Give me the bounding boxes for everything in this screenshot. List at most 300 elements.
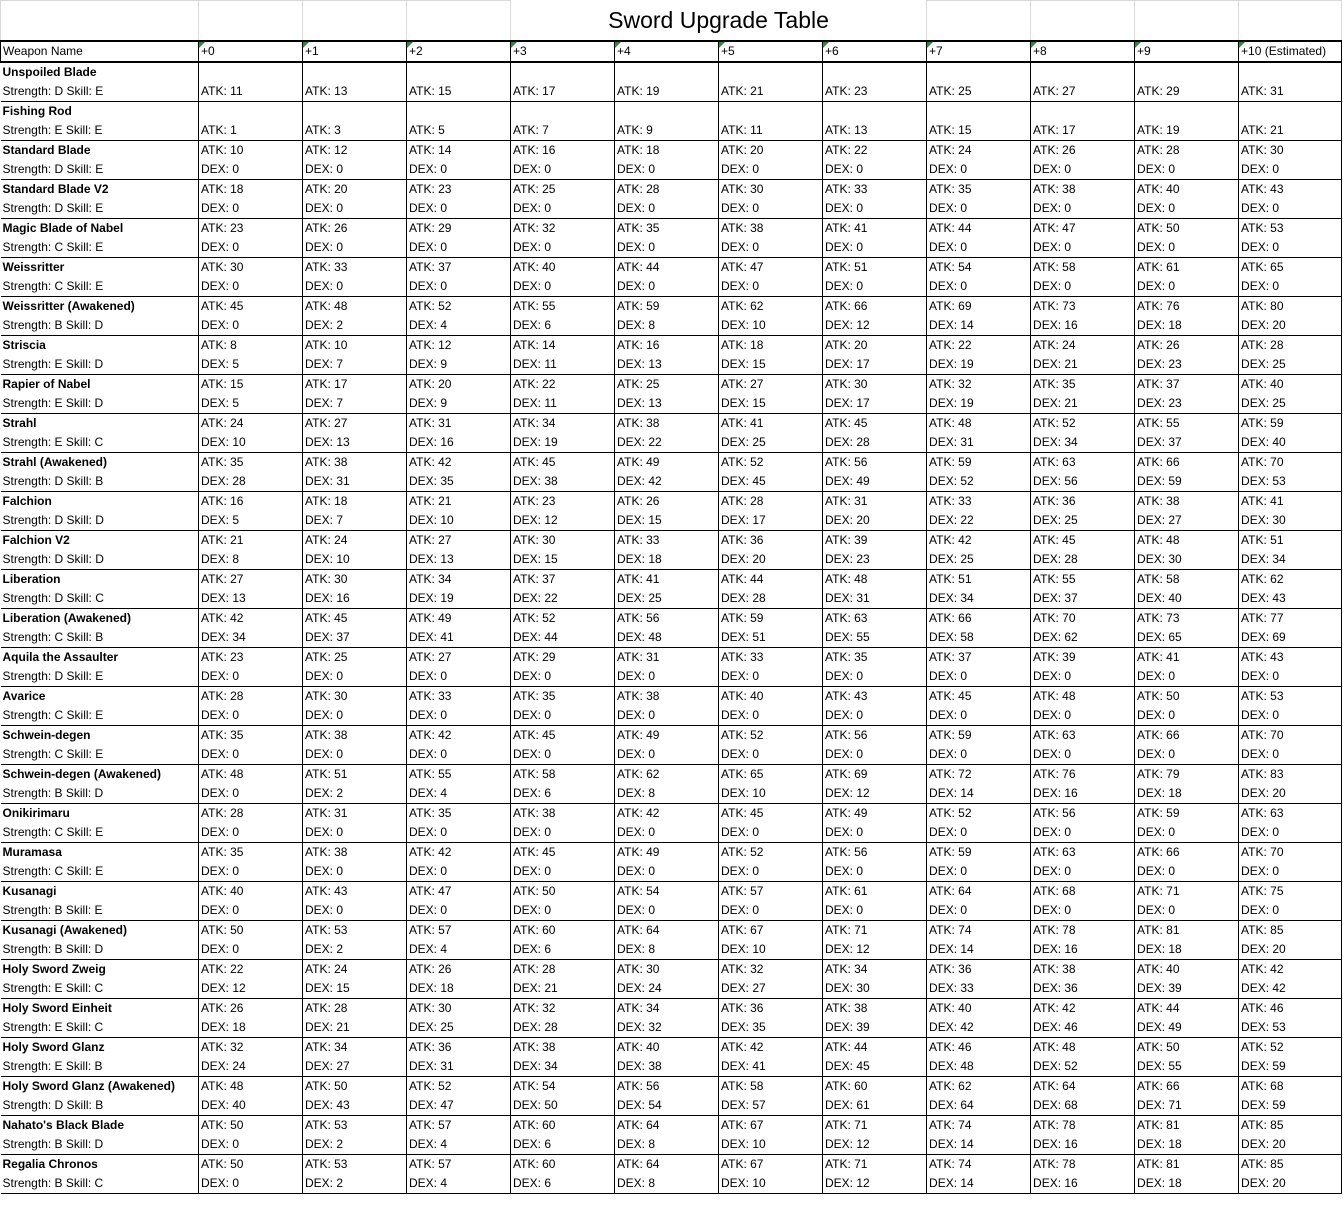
empty-cell[interactable] xyxy=(719,62,823,82)
atk-cell[interactable]: ATK: 48 xyxy=(823,569,927,589)
dex-cell[interactable]: DEX: 28 xyxy=(199,472,303,492)
dex-cell[interactable]: DEX: 0 xyxy=(1239,901,1342,921)
dex-cell[interactable]: DEX: 37 xyxy=(1135,433,1239,453)
dex-cell[interactable]: DEX: 0 xyxy=(1031,238,1135,258)
dex-cell[interactable]: DEX: 10 xyxy=(719,940,823,960)
atk-cell[interactable]: ATK: 27 xyxy=(407,647,511,667)
dex-cell[interactable]: DEX: 14 xyxy=(927,940,1031,960)
dex-cell[interactable]: DEX: 21 xyxy=(511,979,615,999)
dex-cell[interactable]: DEX: 0 xyxy=(407,667,511,687)
weapon-name-cell[interactable]: Aquila the Assaulter xyxy=(1,647,199,667)
atk-cell[interactable]: ATK: 14 xyxy=(407,140,511,160)
dex-cell[interactable]: DEX: 0 xyxy=(615,862,719,882)
dex-cell[interactable]: DEX: 12 xyxy=(823,316,927,336)
atk-cell[interactable]: ATK: 78 xyxy=(1031,1115,1135,1135)
weapon-requirement-cell[interactable]: Strength: E Skill: C xyxy=(1,1018,199,1038)
atk-cell[interactable]: ATK: 26 xyxy=(1031,140,1135,160)
weapon-name-cell[interactable]: Schwein-degen (Awakened) xyxy=(1,764,199,784)
atk-cell[interactable]: ATK: 66 xyxy=(1135,842,1239,862)
atk-cell[interactable]: ATK: 37 xyxy=(511,569,615,589)
weapon-name-cell[interactable]: Strahl (Awakened) xyxy=(1,452,199,472)
weapon-requirement-cell[interactable]: Strength: B Skill: D xyxy=(1,316,199,336)
atk-cell[interactable]: ATK: 24 xyxy=(927,140,1031,160)
dex-cell[interactable]: DEX: 22 xyxy=(927,511,1031,531)
atk-cell[interactable]: ATK: 35 xyxy=(407,803,511,823)
weapon-requirement-cell[interactable]: Strength: E Skill: D xyxy=(1,394,199,414)
atk-cell[interactable]: ATK: 8 xyxy=(199,335,303,355)
dex-cell[interactable]: DEX: 5 xyxy=(199,511,303,531)
dex-cell[interactable]: DEX: 10 xyxy=(719,1135,823,1155)
atk-cell[interactable]: ATK: 52 xyxy=(407,296,511,316)
dex-cell[interactable]: DEX: 0 xyxy=(1135,199,1239,219)
atk-cell[interactable]: ATK: 50 xyxy=(1135,686,1239,706)
dex-cell[interactable]: DEX: 0 xyxy=(407,199,511,219)
dex-cell[interactable]: DEX: 0 xyxy=(511,160,615,180)
atk-cell[interactable]: ATK: 56 xyxy=(1031,803,1135,823)
atk-cell[interactable]: ATK: 30 xyxy=(303,569,407,589)
atk-cell[interactable]: ATK: 42 xyxy=(407,725,511,745)
atk-cell[interactable]: ATK: 42 xyxy=(199,608,303,628)
dex-cell[interactable]: DEX: 37 xyxy=(1031,589,1135,609)
dex-cell[interactable]: DEX: 0 xyxy=(1135,823,1239,843)
dex-cell[interactable]: DEX: 24 xyxy=(615,979,719,999)
atk-cell[interactable]: ATK: 12 xyxy=(303,140,407,160)
empty-cell[interactable] xyxy=(823,62,927,82)
weapon-requirement-cell[interactable]: Strength: E Skill: C xyxy=(1,433,199,453)
dex-cell[interactable]: DEX: 0 xyxy=(927,277,1031,297)
atk-cell[interactable]: ATK: 26 xyxy=(1135,335,1239,355)
dex-cell[interactable]: DEX: 0 xyxy=(511,745,615,765)
atk-cell[interactable]: ATK: 81 xyxy=(1135,1154,1239,1174)
atk-cell[interactable]: ATK: 37 xyxy=(407,257,511,277)
atk-cell[interactable]: ATK: 74 xyxy=(927,920,1031,940)
atk-cell[interactable]: ATK: 49 xyxy=(615,842,719,862)
dex-cell[interactable]: DEX: 39 xyxy=(823,1018,927,1038)
dex-cell[interactable]: DEX: 16 xyxy=(407,433,511,453)
dex-cell[interactable]: DEX: 62 xyxy=(1031,628,1135,648)
atk-cell[interactable]: ATK: 20 xyxy=(407,374,511,394)
atk-cell[interactable]: ATK: 67 xyxy=(719,1154,823,1174)
atk-cell[interactable]: ATK: 62 xyxy=(1239,569,1342,589)
dex-cell[interactable]: DEX: 44 xyxy=(511,628,615,648)
dex-cell[interactable]: DEX: 15 xyxy=(719,355,823,375)
atk-cell[interactable]: ATK: 85 xyxy=(1239,920,1342,940)
dex-cell[interactable]: DEX: 18 xyxy=(407,979,511,999)
header-level-7[interactable]: +7 xyxy=(927,41,1031,62)
atk-cell[interactable]: ATK: 17 xyxy=(1031,121,1135,141)
dex-cell[interactable]: DEX: 28 xyxy=(719,589,823,609)
atk-cell[interactable]: ATK: 27 xyxy=(719,374,823,394)
dex-cell[interactable]: DEX: 13 xyxy=(615,394,719,414)
atk-cell[interactable]: ATK: 71 xyxy=(823,1115,927,1135)
dex-cell[interactable]: DEX: 0 xyxy=(303,862,407,882)
dex-cell[interactable]: DEX: 0 xyxy=(511,862,615,882)
table-title[interactable]: Sword Upgrade Table xyxy=(608,6,829,33)
dex-cell[interactable]: DEX: 0 xyxy=(1135,238,1239,258)
dex-cell[interactable]: DEX: 40 xyxy=(1239,433,1342,453)
atk-cell[interactable]: ATK: 41 xyxy=(615,569,719,589)
atk-cell[interactable]: ATK: 24 xyxy=(303,959,407,979)
dex-cell[interactable]: DEX: 14 xyxy=(927,1135,1031,1155)
dex-cell[interactable]: DEX: 0 xyxy=(927,667,1031,687)
atk-cell[interactable]: ATK: 57 xyxy=(407,1115,511,1135)
dex-cell[interactable]: DEX: 48 xyxy=(927,1057,1031,1077)
dex-cell[interactable]: DEX: 21 xyxy=(1031,355,1135,375)
dex-cell[interactable]: DEX: 35 xyxy=(407,472,511,492)
atk-cell[interactable]: ATK: 45 xyxy=(199,296,303,316)
atk-cell[interactable]: ATK: 18 xyxy=(303,491,407,511)
empty-cell[interactable] xyxy=(1031,62,1135,82)
atk-cell[interactable]: ATK: 42 xyxy=(1239,959,1342,979)
atk-cell[interactable]: ATK: 41 xyxy=(1239,491,1342,511)
empty-cell[interactable] xyxy=(1239,101,1342,121)
atk-cell[interactable]: ATK: 36 xyxy=(407,1037,511,1057)
atk-cell[interactable]: ATK: 36 xyxy=(927,959,1031,979)
empty-cell[interactable] xyxy=(1239,62,1342,82)
atk-cell[interactable]: ATK: 44 xyxy=(927,218,1031,238)
dex-cell[interactable]: DEX: 6 xyxy=(511,940,615,960)
weapon-name-cell[interactable]: Regalia Chronos xyxy=(1,1154,199,1174)
weapon-name-cell[interactable]: Fishing Rod xyxy=(1,101,199,121)
atk-cell[interactable]: ATK: 40 xyxy=(615,1037,719,1057)
dex-cell[interactable]: DEX: 0 xyxy=(199,667,303,687)
weapon-requirement-cell[interactable]: Strength: E Skill: B xyxy=(1,1057,199,1077)
weapon-name-cell[interactable]: Kusanagi xyxy=(1,881,199,901)
dex-cell[interactable]: DEX: 0 xyxy=(1031,745,1135,765)
atk-cell[interactable]: ATK: 50 xyxy=(511,881,615,901)
dex-cell[interactable]: DEX: 0 xyxy=(1239,862,1342,882)
dex-cell[interactable]: DEX: 0 xyxy=(719,823,823,843)
atk-cell[interactable]: ATK: 45 xyxy=(511,842,615,862)
atk-cell[interactable]: ATK: 62 xyxy=(615,764,719,784)
atk-cell[interactable]: ATK: 22 xyxy=(199,959,303,979)
dex-cell[interactable]: DEX: 0 xyxy=(823,745,927,765)
atk-cell[interactable]: ATK: 60 xyxy=(511,1115,615,1135)
atk-cell[interactable]: ATK: 30 xyxy=(511,530,615,550)
atk-cell[interactable]: ATK: 19 xyxy=(1135,121,1239,141)
atk-cell[interactable]: ATK: 32 xyxy=(511,998,615,1018)
atk-cell[interactable]: ATK: 50 xyxy=(199,1115,303,1135)
atk-cell[interactable]: ATK: 24 xyxy=(1031,335,1135,355)
atk-cell[interactable]: ATK: 23 xyxy=(823,82,927,102)
atk-cell[interactable]: ATK: 44 xyxy=(823,1037,927,1057)
dex-cell[interactable]: DEX: 0 xyxy=(1135,862,1239,882)
dex-cell[interactable]: DEX: 0 xyxy=(407,862,511,882)
atk-cell[interactable]: ATK: 33 xyxy=(615,530,719,550)
weapon-name-cell[interactable]: Falchion xyxy=(1,491,199,511)
dex-cell[interactable]: DEX: 7 xyxy=(303,511,407,531)
title-spacer-cell[interactable] xyxy=(407,1,511,41)
atk-cell[interactable]: ATK: 59 xyxy=(927,725,1031,745)
header-level-9[interactable]: +9 xyxy=(1135,41,1239,62)
atk-cell[interactable]: ATK: 35 xyxy=(823,647,927,667)
dex-cell[interactable]: DEX: 18 xyxy=(1135,1135,1239,1155)
dex-cell[interactable]: DEX: 52 xyxy=(927,472,1031,492)
atk-cell[interactable]: ATK: 42 xyxy=(615,803,719,823)
atk-cell[interactable]: ATK: 29 xyxy=(511,647,615,667)
atk-cell[interactable]: ATK: 51 xyxy=(303,764,407,784)
atk-cell[interactable]: ATK: 7 xyxy=(511,121,615,141)
atk-cell[interactable]: ATK: 48 xyxy=(1031,1037,1135,1057)
atk-cell[interactable]: ATK: 60 xyxy=(823,1076,927,1096)
dex-cell[interactable]: DEX: 55 xyxy=(823,628,927,648)
atk-cell[interactable]: ATK: 50 xyxy=(303,1076,407,1096)
weapon-requirement-cell[interactable]: Strength: C Skill: E xyxy=(1,238,199,258)
atk-cell[interactable]: ATK: 52 xyxy=(1239,1037,1342,1057)
atk-cell[interactable]: ATK: 59 xyxy=(719,608,823,628)
atk-cell[interactable]: ATK: 68 xyxy=(1239,1076,1342,1096)
atk-cell[interactable]: ATK: 31 xyxy=(615,647,719,667)
dex-cell[interactable]: DEX: 0 xyxy=(1135,160,1239,180)
dex-cell[interactable]: DEX: 55 xyxy=(1135,1057,1239,1077)
dex-cell[interactable]: DEX: 65 xyxy=(1135,628,1239,648)
dex-cell[interactable]: DEX: 0 xyxy=(1239,667,1342,687)
dex-cell[interactable]: DEX: 0 xyxy=(719,901,823,921)
dex-cell[interactable]: DEX: 34 xyxy=(1031,433,1135,453)
dex-cell[interactable]: DEX: 2 xyxy=(303,316,407,336)
atk-cell[interactable]: ATK: 67 xyxy=(719,920,823,940)
dex-cell[interactable]: DEX: 12 xyxy=(823,1135,927,1155)
dex-cell[interactable]: DEX: 20 xyxy=(719,550,823,570)
dex-cell[interactable]: DEX: 0 xyxy=(823,823,927,843)
atk-cell[interactable]: ATK: 23 xyxy=(199,218,303,238)
dex-cell[interactable]: DEX: 59 xyxy=(1239,1096,1342,1116)
dex-cell[interactable]: DEX: 0 xyxy=(407,823,511,843)
dex-cell[interactable]: DEX: 27 xyxy=(303,1057,407,1077)
atk-cell[interactable]: ATK: 18 xyxy=(719,335,823,355)
dex-cell[interactable]: DEX: 14 xyxy=(927,316,1031,336)
atk-cell[interactable]: ATK: 50 xyxy=(199,1154,303,1174)
dex-cell[interactable]: DEX: 64 xyxy=(927,1096,1031,1116)
atk-cell[interactable]: ATK: 38 xyxy=(303,842,407,862)
atk-cell[interactable]: ATK: 23 xyxy=(199,647,303,667)
dex-cell[interactable]: DEX: 0 xyxy=(511,199,615,219)
atk-cell[interactable]: ATK: 19 xyxy=(615,82,719,102)
dex-cell[interactable]: DEX: 14 xyxy=(927,1174,1031,1194)
dex-cell[interactable]: DEX: 33 xyxy=(927,979,1031,999)
dex-cell[interactable]: DEX: 0 xyxy=(615,667,719,687)
dex-cell[interactable]: DEX: 0 xyxy=(199,745,303,765)
dex-cell[interactable]: DEX: 0 xyxy=(927,862,1031,882)
atk-cell[interactable]: ATK: 37 xyxy=(927,647,1031,667)
atk-cell[interactable]: ATK: 21 xyxy=(1239,121,1342,141)
dex-cell[interactable]: DEX: 0 xyxy=(719,706,823,726)
atk-cell[interactable]: ATK: 30 xyxy=(303,686,407,706)
dex-cell[interactable]: DEX: 2 xyxy=(303,1135,407,1155)
atk-cell[interactable]: ATK: 26 xyxy=(199,998,303,1018)
atk-cell[interactable]: ATK: 39 xyxy=(1031,647,1135,667)
atk-cell[interactable]: ATK: 38 xyxy=(511,1037,615,1057)
dex-cell[interactable]: DEX: 5 xyxy=(199,355,303,375)
atk-cell[interactable]: ATK: 15 xyxy=(407,82,511,102)
empty-cell[interactable] xyxy=(615,62,719,82)
empty-cell[interactable] xyxy=(511,101,615,121)
atk-cell[interactable]: ATK: 63 xyxy=(1031,725,1135,745)
empty-cell[interactable] xyxy=(823,101,927,121)
dex-cell[interactable]: DEX: 42 xyxy=(615,472,719,492)
dex-cell[interactable]: DEX: 8 xyxy=(615,940,719,960)
atk-cell[interactable]: ATK: 15 xyxy=(199,374,303,394)
atk-cell[interactable]: ATK: 35 xyxy=(511,686,615,706)
atk-cell[interactable]: ATK: 38 xyxy=(719,218,823,238)
atk-cell[interactable]: ATK: 32 xyxy=(927,374,1031,394)
dex-cell[interactable]: DEX: 0 xyxy=(511,667,615,687)
dex-cell[interactable]: DEX: 0 xyxy=(407,160,511,180)
dex-cell[interactable]: DEX: 23 xyxy=(1135,394,1239,414)
dex-cell[interactable]: DEX: 43 xyxy=(303,1096,407,1116)
dex-cell[interactable]: DEX: 0 xyxy=(719,745,823,765)
empty-cell[interactable] xyxy=(407,62,511,82)
dex-cell[interactable]: DEX: 54 xyxy=(615,1096,719,1116)
header-level-0[interactable]: +0 xyxy=(199,41,303,62)
atk-cell[interactable]: ATK: 40 xyxy=(511,257,615,277)
atk-cell[interactable]: ATK: 44 xyxy=(719,569,823,589)
dex-cell[interactable]: DEX: 0 xyxy=(927,823,1031,843)
atk-cell[interactable]: ATK: 41 xyxy=(823,218,927,238)
atk-cell[interactable]: ATK: 72 xyxy=(927,764,1031,784)
atk-cell[interactable]: ATK: 38 xyxy=(303,452,407,472)
dex-cell[interactable]: DEX: 0 xyxy=(303,901,407,921)
dex-cell[interactable]: DEX: 0 xyxy=(407,277,511,297)
atk-cell[interactable]: ATK: 36 xyxy=(719,530,823,550)
weapon-requirement-cell[interactable]: Strength: D Skill: E xyxy=(1,160,199,180)
dex-cell[interactable]: DEX: 43 xyxy=(1239,589,1342,609)
weapon-requirement-cell[interactable]: Strength: C Skill: E xyxy=(1,862,199,882)
dex-cell[interactable]: DEX: 27 xyxy=(1135,511,1239,531)
atk-cell[interactable]: ATK: 9 xyxy=(615,121,719,141)
weapon-name-cell[interactable]: Liberation xyxy=(1,569,199,589)
atk-cell[interactable]: ATK: 34 xyxy=(511,413,615,433)
atk-cell[interactable]: ATK: 27 xyxy=(407,530,511,550)
dex-cell[interactable]: DEX: 56 xyxy=(1031,472,1135,492)
weapon-name-cell[interactable]: Standard Blade xyxy=(1,140,199,160)
atk-cell[interactable]: ATK: 74 xyxy=(927,1154,1031,1174)
atk-cell[interactable]: ATK: 26 xyxy=(407,959,511,979)
weapon-requirement-cell[interactable]: Strength: C Skill: E xyxy=(1,823,199,843)
dex-cell[interactable]: DEX: 23 xyxy=(823,550,927,570)
dex-cell[interactable]: DEX: 18 xyxy=(199,1018,303,1038)
title-spacer-cell[interactable] xyxy=(303,1,407,41)
atk-cell[interactable]: ATK: 21 xyxy=(407,491,511,511)
atk-cell[interactable]: ATK: 35 xyxy=(615,218,719,238)
atk-cell[interactable]: ATK: 28 xyxy=(1135,140,1239,160)
weapon-requirement-cell[interactable]: Strength: B Skill: D xyxy=(1,784,199,804)
dex-cell[interactable]: DEX: 53 xyxy=(1239,472,1342,492)
atk-cell[interactable]: ATK: 21 xyxy=(719,82,823,102)
dex-cell[interactable]: DEX: 18 xyxy=(615,550,719,570)
dex-cell[interactable]: DEX: 15 xyxy=(303,979,407,999)
atk-cell[interactable]: ATK: 20 xyxy=(303,179,407,199)
dex-cell[interactable]: DEX: 31 xyxy=(823,589,927,609)
weapon-requirement-cell[interactable]: Strength: D Skill: E xyxy=(1,667,199,687)
atk-cell[interactable]: ATK: 35 xyxy=(199,725,303,745)
atk-cell[interactable]: ATK: 42 xyxy=(1031,998,1135,1018)
dex-cell[interactable]: DEX: 8 xyxy=(615,1174,719,1194)
header-level-8[interactable]: +8 xyxy=(1031,41,1135,62)
dex-cell[interactable]: DEX: 34 xyxy=(1239,550,1342,570)
atk-cell[interactable]: ATK: 59 xyxy=(1239,413,1342,433)
dex-cell[interactable]: DEX: 11 xyxy=(511,394,615,414)
dex-cell[interactable]: DEX: 0 xyxy=(615,823,719,843)
dex-cell[interactable]: DEX: 25 xyxy=(719,433,823,453)
dex-cell[interactable]: DEX: 0 xyxy=(927,199,1031,219)
dex-cell[interactable]: DEX: 0 xyxy=(199,862,303,882)
weapon-requirement-cell[interactable]: Strength: E Skill: E xyxy=(1,121,199,141)
atk-cell[interactable]: ATK: 16 xyxy=(615,335,719,355)
dex-cell[interactable]: DEX: 7 xyxy=(303,394,407,414)
dex-cell[interactable]: DEX: 25 xyxy=(1239,355,1342,375)
dex-cell[interactable]: DEX: 20 xyxy=(1239,316,1342,336)
header-level-1[interactable]: +1 xyxy=(303,41,407,62)
dex-cell[interactable]: DEX: 10 xyxy=(719,316,823,336)
atk-cell[interactable]: ATK: 31 xyxy=(407,413,511,433)
atk-cell[interactable]: ATK: 50 xyxy=(1135,1037,1239,1057)
dex-cell[interactable]: DEX: 10 xyxy=(719,1174,823,1194)
atk-cell[interactable]: ATK: 65 xyxy=(719,764,823,784)
weapon-name-cell[interactable]: Onikirimaru xyxy=(1,803,199,823)
dex-cell[interactable]: DEX: 31 xyxy=(303,472,407,492)
dex-cell[interactable]: DEX: 7 xyxy=(303,355,407,375)
dex-cell[interactable]: DEX: 0 xyxy=(823,862,927,882)
dex-cell[interactable]: DEX: 0 xyxy=(823,901,927,921)
dex-cell[interactable]: DEX: 0 xyxy=(511,901,615,921)
atk-cell[interactable]: ATK: 55 xyxy=(407,764,511,784)
atk-cell[interactable]: ATK: 80 xyxy=(1239,296,1342,316)
weapon-name-cell[interactable]: Unspoiled Blade xyxy=(1,62,199,82)
dex-cell[interactable]: DEX: 19 xyxy=(927,394,1031,414)
atk-cell[interactable]: ATK: 17 xyxy=(511,82,615,102)
dex-cell[interactable]: DEX: 0 xyxy=(199,1174,303,1194)
atk-cell[interactable]: ATK: 16 xyxy=(511,140,615,160)
dex-cell[interactable]: DEX: 0 xyxy=(1031,199,1135,219)
atk-cell[interactable]: ATK: 50 xyxy=(199,920,303,940)
atk-cell[interactable]: ATK: 70 xyxy=(1031,608,1135,628)
atk-cell[interactable]: ATK: 71 xyxy=(823,1154,927,1174)
dex-cell[interactable]: DEX: 0 xyxy=(719,160,823,180)
dex-cell[interactable]: DEX: 53 xyxy=(1239,1018,1342,1038)
atk-cell[interactable]: ATK: 48 xyxy=(927,413,1031,433)
atk-cell[interactable]: ATK: 48 xyxy=(1135,530,1239,550)
atk-cell[interactable]: ATK: 52 xyxy=(1031,413,1135,433)
header-level-3[interactable]: +3 xyxy=(511,41,615,62)
atk-cell[interactable]: ATK: 3 xyxy=(303,121,407,141)
title-spacer-cell[interactable] xyxy=(1031,1,1135,41)
weapon-name-cell[interactable]: Weissritter (Awakened) xyxy=(1,296,199,316)
atk-cell[interactable]: ATK: 40 xyxy=(719,686,823,706)
atk-cell[interactable]: ATK: 32 xyxy=(511,218,615,238)
dex-cell[interactable]: DEX: 59 xyxy=(1239,1057,1342,1077)
weapon-name-cell[interactable]: Schwein-degen xyxy=(1,725,199,745)
header-level-10[interactable]: +10 (Estimated) xyxy=(1239,41,1342,62)
dex-cell[interactable]: DEX: 40 xyxy=(199,1096,303,1116)
dex-cell[interactable]: DEX: 6 xyxy=(511,784,615,804)
dex-cell[interactable]: DEX: 12 xyxy=(511,511,615,531)
weapon-requirement-cell[interactable]: Strength: B Skill: D xyxy=(1,1135,199,1155)
weapon-requirement-cell[interactable]: Strength: B Skill: D xyxy=(1,940,199,960)
atk-cell[interactable]: ATK: 32 xyxy=(719,959,823,979)
atk-cell[interactable]: ATK: 11 xyxy=(199,82,303,102)
atk-cell[interactable]: ATK: 52 xyxy=(511,608,615,628)
atk-cell[interactable]: ATK: 1 xyxy=(199,121,303,141)
atk-cell[interactable]: ATK: 37 xyxy=(1135,374,1239,394)
title-spacer-cell[interactable] xyxy=(199,1,303,41)
atk-cell[interactable]: ATK: 78 xyxy=(1031,920,1135,940)
empty-cell[interactable] xyxy=(927,62,1031,82)
dex-cell[interactable]: DEX: 0 xyxy=(199,238,303,258)
dex-cell[interactable]: DEX: 0 xyxy=(823,199,927,219)
atk-cell[interactable]: ATK: 40 xyxy=(927,998,1031,1018)
atk-cell[interactable]: ATK: 58 xyxy=(511,764,615,784)
